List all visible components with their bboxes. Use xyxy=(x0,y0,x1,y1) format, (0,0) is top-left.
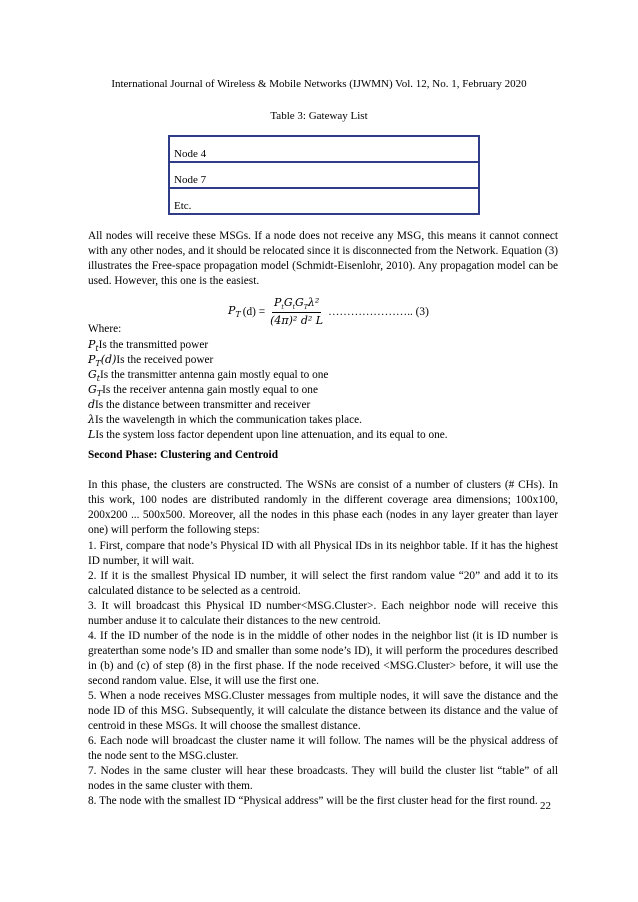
step-item: 5. When a node receives MSG.Cluster messages from multiple nodes, it will save the distance and the node ID of this MSG. Subsequently, it will calculate the distance between its distance and the value of centroid in these MSGs. It will choose the smallest distance. xyxy=(88,690,558,732)
table-row xyxy=(169,136,479,162)
page-number: 22 xyxy=(540,800,551,812)
step-item: 1. First, compare that node’s Physical ID with all Physical IDs in its neighbor table. If it has the highest ID number, it will wait. xyxy=(88,540,558,567)
table-caption: Table 3: Gateway List xyxy=(270,110,368,122)
section-heading: Second Phase: Clustering and Centroid xyxy=(88,449,278,461)
definition-item: LIs the system loss factor dependent upon line attenuation, and its equal to one. xyxy=(88,428,448,441)
paragraph-text: All nodes will receive these MSGs. If a node does not receive any MSG, this means it cannot connect with any other nodes, and it should be relocated since it is disconnected from the Network. Equation (3) illustrates the Free-space propagation model (Schmidt-Eisenlohr, 2010). Any propagation model can be used. However, this one is the easiest. xyxy=(88,230,558,287)
definition-item: $P_tIs$ the transmitted power xyxy=(88,338,209,354)
definition-item: dIs the distance between transmitter and receiver xyxy=(88,398,311,411)
table-cell: Etc. xyxy=(169,188,479,214)
gateway-list-table xyxy=(168,135,480,215)
definition-item: λIs the wavelength in which the communication takes place. xyxy=(88,413,362,426)
table-row xyxy=(169,162,479,188)
where-label: Where: xyxy=(88,323,122,335)
definitions-list xyxy=(88,322,558,442)
eq-lhs: $P_T$ xyxy=(228,304,241,320)
step-item: 6. Each node will broadcast the cluster name it will follow. The names will be the physical address of the node sent to the MSG.cluster. xyxy=(88,735,558,762)
table-row xyxy=(169,188,479,214)
step-item: 3. It will broadcast this Physical ID number<MSG.Cluster>. Each neighbor node will receive this number anduse it to calculate their distances to the new centroid. xyxy=(88,600,558,627)
step-item: 2. If it is the smallest Physical ID number, it will select the first random value “20” and add it to its calculated distance to be selected as a centroid. xyxy=(88,570,558,597)
definition-item: $G_tIs$ the transmitter antenna gain mostly equal to one xyxy=(88,368,329,384)
steps-list xyxy=(88,539,558,809)
paragraph-text: In this phase, the clusters are constructed. The WSNs are consist of a number of clusters (# CHs). In this work, 100 nodes are distributed randomly in the different coverage area dimensions; 100x100, 200x200 ... 500x500. Moreover, all the nodes in this phase each (nodes in any layer greater than layer one) will perform the following steps: xyxy=(88,479,558,536)
eq-denominator: (4π)² d² L xyxy=(270,314,324,328)
step-item: 8. The node with the smallest ID “Physical address” will be the first cluster head for the first round. xyxy=(88,795,538,807)
definition-item: $P_T(d)Is$ the received power xyxy=(88,353,214,369)
table-cell: Node 7 xyxy=(169,162,479,188)
eq-numerator: $P_tG_tG_T\lambda^2$ xyxy=(273,296,320,312)
table-cell: Node 4 xyxy=(169,136,479,162)
paragraph-clustering xyxy=(88,478,558,538)
step-item: 7. Nodes in the same cluster will hear these broadcasts. They will build the cluster list “table” of all nodes in the same cluster with them. xyxy=(88,765,558,792)
running-header: International Journal of Wireless & Mobile Networks (IJWMN) Vol. 12, No. 1, February 2020 xyxy=(111,78,527,90)
eq-lhs-arg: (d) = xyxy=(242,305,266,318)
step-item: 4. If the ID number of the node is in the middle of other nodes in the neighbor list (it is ID number is greaterthan some node’s ID and smaller than some node’s ID), it will perform the procedures described in (b) and (c) of step (8) in the first phase. If the node received <MSG.Cluster> before, it will use the second random value. Else, it will use the first one. xyxy=(88,630,558,687)
definition-item: $G_TIs$ the receiver antenna gain mostly equal to one xyxy=(88,383,318,399)
paragraph-propagation xyxy=(88,229,558,289)
eq-number: ………………….. (3) xyxy=(328,305,429,318)
